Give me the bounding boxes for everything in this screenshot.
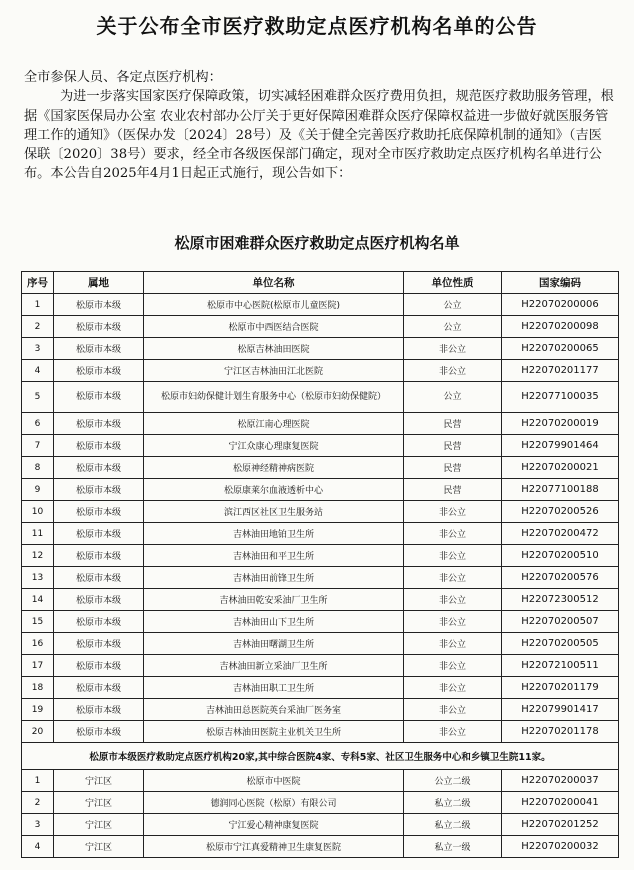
cell-area: 松原市本级 <box>54 633 144 655</box>
table-row <box>22 338 619 360</box>
table-row <box>22 655 619 677</box>
cell-no: 3 <box>22 338 54 360</box>
salutation: 全市参保人员、各定点医疗机构： <box>24 70 222 85</box>
cell-code: H22070200505 <box>502 633 619 655</box>
cell-name: 松原江南心理医院 <box>144 413 404 435</box>
cell-area: 松原市本级 <box>54 382 144 413</box>
cell-code: H22070201179 <box>502 677 619 699</box>
cell-code: H22070200032 <box>502 836 619 858</box>
cell-area: 松原市本级 <box>54 360 144 382</box>
cell-code: H22070200037 <box>502 770 619 792</box>
cell-no: 9 <box>22 479 54 501</box>
table-row <box>22 699 619 721</box>
cell-nature: 非公立 <box>404 589 502 611</box>
cell-nature: 非公立 <box>404 567 502 589</box>
announcement-body: 为进一步落实国家医疗保障政策，切实减轻困难群众医疗费用负担，规范医疗救助服务管理，根据《国家医保局办公室 农业农村部办公厅关于更好保障困难群众医疗保障权益进一步做好就医服务管理工作的通知》（医保办发〔2024〕28号）及《关于健全完善医疗救助托底保障机制的通知》（吉医保联〔2020〕38号）要求，经全市各级医保部门确定，现对全市医疗救助定点医疗机构名单进行公布。本公告自2025年4月1日起正式施行，现公告如下： <box>24 89 614 182</box>
cell-no: 16 <box>22 633 54 655</box>
cell-code: H22079901464 <box>502 435 619 457</box>
cell-nature: 私立二级 <box>404 792 502 814</box>
cell-name: 松原康莱尔血液透析中心 <box>144 479 404 501</box>
cell-area: 宁江区 <box>54 814 144 836</box>
table-row <box>22 545 619 567</box>
cell-no: 18 <box>22 677 54 699</box>
cell-code: H22072300512 <box>502 589 619 611</box>
cell-nature: 非公立 <box>404 501 502 523</box>
cell-nature: 非公立 <box>404 721 502 743</box>
cell-nature: 非公立 <box>404 523 502 545</box>
cell-code: H22072100511 <box>502 655 619 677</box>
header-nature: 单位性质 <box>404 272 502 294</box>
cell-name: 松原市中医院 <box>144 770 404 792</box>
cell-area: 松原市本级 <box>54 611 144 633</box>
cell-no: 1 <box>22 294 54 316</box>
summary-row <box>22 743 619 770</box>
cell-area: 松原市本级 <box>54 523 144 545</box>
table-row <box>22 792 619 814</box>
cell-nature: 民营 <box>404 457 502 479</box>
cell-code: H22070200576 <box>502 567 619 589</box>
cell-code: H22070201177 <box>502 360 619 382</box>
table-row <box>22 457 619 479</box>
cell-code: H22070200021 <box>502 457 619 479</box>
institution-table <box>21 271 619 858</box>
cell-name: 吉林油田和平卫生所 <box>144 545 404 567</box>
cell-code: H22070200472 <box>502 523 619 545</box>
cell-no: 12 <box>22 545 54 567</box>
cell-no: 17 <box>22 655 54 677</box>
cell-name: 宁江区吉林油田江北医院 <box>144 360 404 382</box>
cell-name: 松原市妇幼保健计划生育服务中心（松原市妇幼保健院） <box>144 382 404 413</box>
cell-name: 宁江众康心理康复医院 <box>144 435 404 457</box>
cell-area: 松原市本级 <box>54 545 144 567</box>
cell-area: 松原市本级 <box>54 294 144 316</box>
table-row <box>22 435 619 457</box>
table-row <box>22 316 619 338</box>
cell-no: 11 <box>22 523 54 545</box>
cell-code: H22070200507 <box>502 611 619 633</box>
cell-name: 松原吉林油田医院 <box>144 338 404 360</box>
cell-nature: 非公立 <box>404 633 502 655</box>
cell-area: 松原市本级 <box>54 501 144 523</box>
cell-area: 宁江区 <box>54 770 144 792</box>
cell-code: H22070200041 <box>502 792 619 814</box>
cell-code: H22070200510 <box>502 545 619 567</box>
header-area: 属地 <box>54 272 144 294</box>
cell-nature: 非公立 <box>404 545 502 567</box>
cell-no: 8 <box>22 457 54 479</box>
cell-area: 松原市本级 <box>54 413 144 435</box>
cell-area: 松原市本级 <box>54 721 144 743</box>
header-name: 单位名称 <box>144 272 404 294</box>
cell-code: H22079901417 <box>502 699 619 721</box>
cell-name: 吉林油田地铂卫生所 <box>144 523 404 545</box>
table-row <box>22 413 619 435</box>
cell-name: 松原神经精神病医院 <box>144 457 404 479</box>
cell-no: 1 <box>22 770 54 792</box>
cell-no: 15 <box>22 611 54 633</box>
cell-no: 7 <box>22 435 54 457</box>
cell-code: H22070201252 <box>502 814 619 836</box>
cell-nature: 非公立 <box>404 611 502 633</box>
cell-name: 吉林油田前锋卫生所 <box>144 567 404 589</box>
cell-nature: 非公立 <box>404 338 502 360</box>
cell-no: 20 <box>22 721 54 743</box>
cell-area: 松原市本级 <box>54 677 144 699</box>
cell-name: 吉林油田山下卫生所 <box>144 611 404 633</box>
cell-code: H22070200019 <box>502 413 619 435</box>
cell-no: 10 <box>22 501 54 523</box>
table-row <box>22 360 619 382</box>
cell-name: 吉林油田新立采油厂卫生所 <box>144 655 404 677</box>
cell-area: 松原市本级 <box>54 338 144 360</box>
table-body-district <box>22 770 619 858</box>
table-row <box>22 633 619 655</box>
cell-area: 松原市本级 <box>54 316 144 338</box>
table-row <box>22 294 619 316</box>
cell-area: 松原市本级 <box>54 435 144 457</box>
table-row <box>22 770 619 792</box>
cell-nature: 公立 <box>404 316 502 338</box>
cell-nature: 非公立 <box>404 677 502 699</box>
table-row <box>22 721 619 743</box>
cell-nature: 公立 <box>404 382 502 413</box>
table-header-row <box>22 272 619 294</box>
cell-nature: 民营 <box>404 435 502 457</box>
table-row <box>22 567 619 589</box>
cell-code: H22070200065 <box>502 338 619 360</box>
cell-name: 松原市中西医结合医院 <box>144 316 404 338</box>
table-row <box>22 382 619 413</box>
cell-area: 宁江区 <box>54 836 144 858</box>
cell-area: 松原市本级 <box>54 589 144 611</box>
cell-code: H22070200098 <box>502 316 619 338</box>
cell-nature: 非公立 <box>404 360 502 382</box>
table-row <box>22 589 619 611</box>
cell-no: 4 <box>22 360 54 382</box>
table-row <box>22 611 619 633</box>
table-body <box>22 294 619 743</box>
cell-no: 6 <box>22 413 54 435</box>
cell-no: 13 <box>22 567 54 589</box>
cell-name: 滨江西区社区卫生服务站 <box>144 501 404 523</box>
cell-nature: 公立二级 <box>404 770 502 792</box>
cell-code: H22070200526 <box>502 501 619 523</box>
cell-area: 松原市本级 <box>54 655 144 677</box>
summary-cell: 松原市本级医疗救助定点医疗机构20家,其中综合医院4家、专科5家、社区卫生服务中心和乡镇卫生院11家。 <box>22 743 619 770</box>
cell-code: H22077100035 <box>502 382 619 413</box>
table-row <box>22 523 619 545</box>
table-summary-section <box>22 743 619 770</box>
table-row <box>22 836 619 858</box>
cell-name: 吉林油田总医院英台采油厂医务室 <box>144 699 404 721</box>
table-row <box>22 677 619 699</box>
table-row <box>22 501 619 523</box>
cell-no: 19 <box>22 699 54 721</box>
cell-name: 松原市中心医院(松原市儿童医院) <box>144 294 404 316</box>
cell-no: 2 <box>22 316 54 338</box>
cell-no: 3 <box>22 814 54 836</box>
cell-nature: 私立一级 <box>404 836 502 858</box>
cell-code: H22070200006 <box>502 294 619 316</box>
cell-code: H22070201178 <box>502 721 619 743</box>
cell-no: 2 <box>22 792 54 814</box>
cell-area: 松原市本级 <box>54 567 144 589</box>
cell-area: 宁江区 <box>54 792 144 814</box>
table-row <box>22 814 619 836</box>
cell-no: 4 <box>22 836 54 858</box>
cell-area: 松原市本级 <box>54 479 144 501</box>
table-title: 松原市困难群众医疗救助定点医疗机构名单 <box>174 234 460 252</box>
cell-nature: 公立 <box>404 294 502 316</box>
intro-text <box>24 68 614 184</box>
cell-name: 宁江爱心精神康复医院 <box>144 814 404 836</box>
cell-no: 14 <box>22 589 54 611</box>
cell-nature: 私立二级 <box>404 814 502 836</box>
cell-nature: 非公立 <box>404 699 502 721</box>
table-row <box>22 479 619 501</box>
cell-name: 松原吉林油田医院主业机关卫生所 <box>144 721 404 743</box>
cell-area: 松原市本级 <box>54 457 144 479</box>
document-title: 关于公布全市医疗救助定点医疗机构名单的公告 <box>96 14 538 38</box>
cell-name: 德润同心医院（松原）有限公司 <box>144 792 404 814</box>
cell-name: 吉林油田乾安采油厂卫生所 <box>144 589 404 611</box>
cell-nature: 非公立 <box>404 655 502 677</box>
cell-name: 吉林油田职工卫生所 <box>144 677 404 699</box>
header-code: 国家编码 <box>502 272 619 294</box>
cell-nature: 民营 <box>404 479 502 501</box>
cell-no: 5 <box>22 382 54 413</box>
header-no: 序号 <box>22 272 54 294</box>
cell-nature: 民营 <box>404 413 502 435</box>
cell-area: 松原市本级 <box>54 699 144 721</box>
cell-name: 松原市宁江真爱精神卫生康复医院 <box>144 836 404 858</box>
cell-name: 吉林油田曙湖卫生所 <box>144 633 404 655</box>
cell-code: H22077100188 <box>502 479 619 501</box>
